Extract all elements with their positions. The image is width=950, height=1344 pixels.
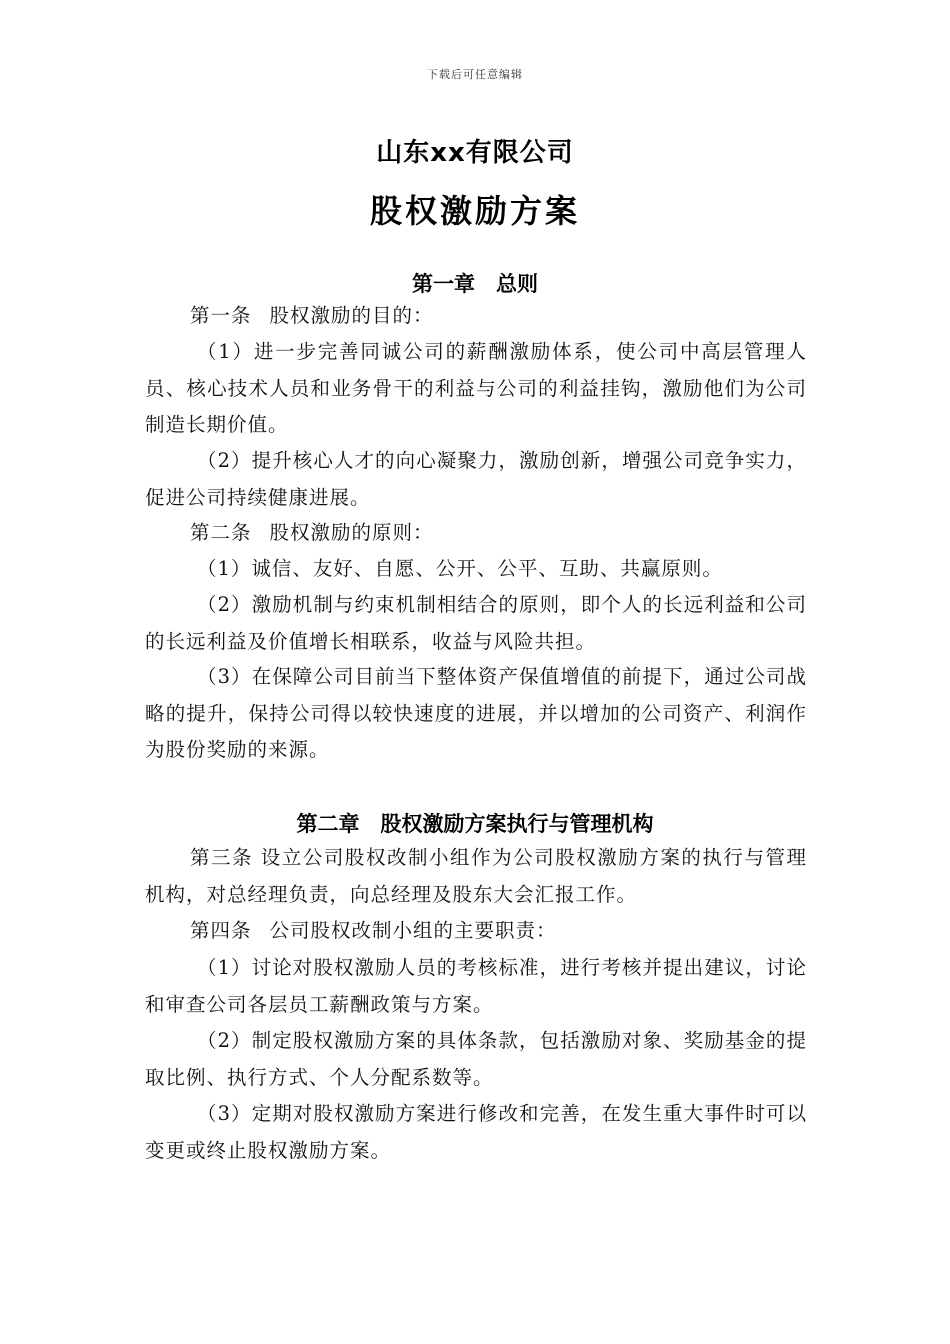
chapter-2-heading: 第二章 股权激励方案执行与管理机构 — [296, 812, 654, 836]
article-2-text: 股权激励的原则： — [269, 521, 434, 544]
article-4-item-3: （3）定期对股权激励方案进行修改和完善，在发生重大事件时可以变更或终止股权激励方案。 — [145, 1102, 807, 1162]
article-1 — [145, 298, 807, 335]
article-2-item-3: （3）在保障公司目前当下整体资产保值增值的前提下，通过公司战略的提升，保持公司得以较快速度的进展，并以增加的公司资产、利润作为股份奖励的来源。 — [145, 665, 807, 761]
article-4-item-1: （1）讨论对股权激励人员的考核标准，进行考核并提出建议，讨论和审查公司各层员工薪酬政策与方案。 — [145, 956, 807, 1016]
article-1-item-1: （1）进一步完善同诚公司的薪酬激励体系，使公司中高层管理人员、核心技术人员和业务骨干的利益与公司的利益挂钩，激励他们为公司制造长期价值。 — [145, 340, 807, 436]
company-title: 山东xx有限公司 — [376, 138, 574, 168]
article-4-item-2: （2）制定股权激励方案的具体条款，包括激励对象、奖励基金的提取比例、执行方式、个人分配系数等。 — [145, 1029, 807, 1089]
chapter-1-heading: 第一章 总则 — [412, 272, 538, 296]
article-1-label: 第一条 — [190, 304, 252, 327]
article-1-text: 股权激励的目的： — [269, 304, 434, 327]
article-4-text: 公司股权改制小组的主要职责： — [269, 919, 557, 942]
article-2 — [145, 515, 807, 552]
article-2-label: 第二条 — [190, 521, 252, 544]
download-note: 下载后可任意编辑 — [427, 68, 523, 81]
article-4 — [145, 913, 807, 950]
article-4-label: 第四条 — [190, 919, 252, 942]
article-1-item-2: （2）提升核心人才的向心凝聚力，激励创新，增强公司竞争实力，促进公司持续健康进展。 — [145, 449, 807, 509]
plan-title: 股权激励方案 — [369, 192, 580, 230]
article-2-item-1: （1）诚信、友好、自愿、公开、公平、互助、共赢原则。 — [197, 557, 723, 580]
article-3: 第三条 设立公司股权改制小组作为公司股权激励方案的执行与管理机构，对总经理负责，向总经理及股东大会汇报工作。 — [145, 846, 807, 906]
article-2-item-2: （2）激励机制与约束机制相结合的原则，即个人的长远利益和公司的长远利益及价值增长相联系，收益与风险共担。 — [145, 593, 807, 653]
